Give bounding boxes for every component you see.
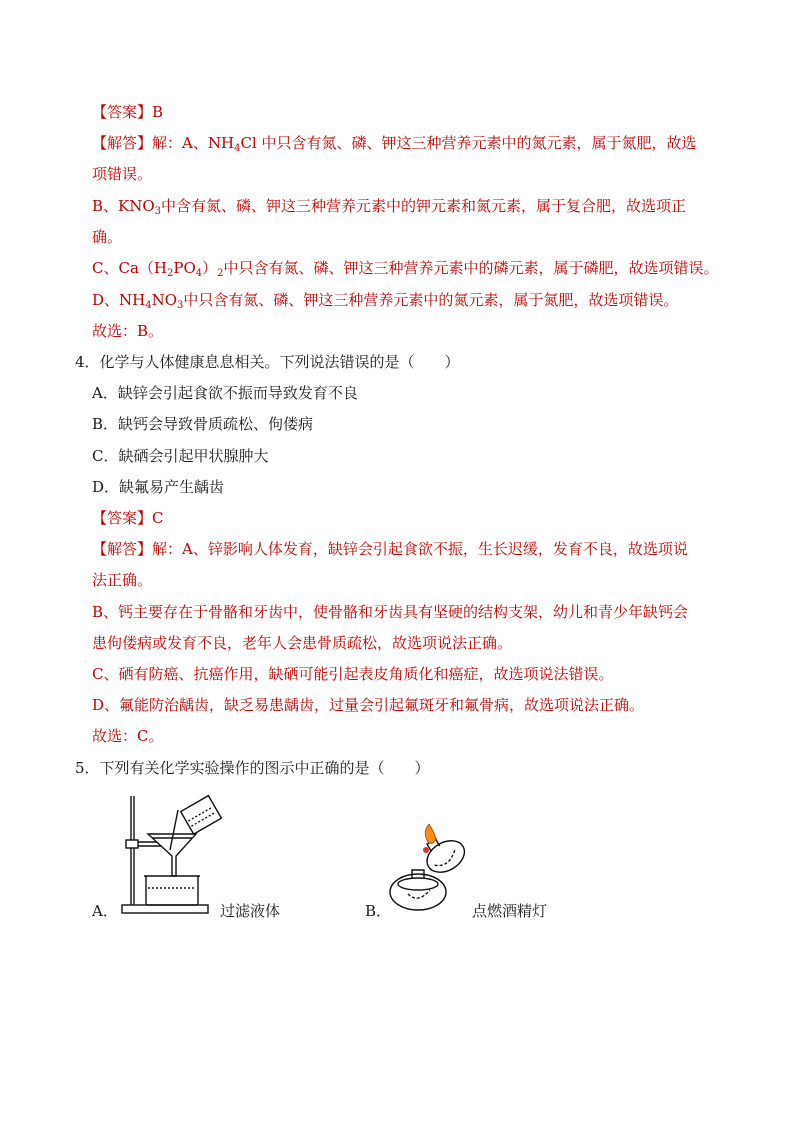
q4-stem: 4．化学与人体健康息息相关。下列说法错误的是（ ） (75, 353, 460, 371)
q4-analysis-line5: C、硒有防癌、抗癌作用，缺硒可能引起表皮角质化和癌症，故选项说法错误。 (92, 665, 614, 683)
q4-option-c: C．缺硒会引起甲状腺肿大 (92, 447, 269, 465)
q4-analysis-line6: D、氟能防治龋齿，缺乏易患龋齿，过量会引起氟斑牙和氟骨病，故选项说法正确。 (92, 696, 645, 714)
q3-analysis-d-line: D、$NH_4NO_3$中只含有氮、磷、钾这三种营养元素中的氮元素，属于氮肥，故选项错误。 (92, 291, 679, 311)
q4-option-b: B．缺钙会导致骨质疏松、佝偻病 (92, 415, 314, 433)
q4-analysis-line1: 【解答】解：A、锌影响人体发育，缺锌会引起食欲不振，生长迟缓，发育不良，故选项说 (92, 540, 688, 558)
filtration-apparatus-illustration (118, 790, 230, 918)
q3-analysis-a-line1: 【解答】解：A、$NH_4Cl$ 中只含有氮、磷、钾这三种营养元素中的氮元素，属于氮肥，故选 (92, 134, 697, 154)
q4-option-a: A．缺锌会引起食欲不振而导致发育不良 (92, 384, 358, 402)
q3-analysis-c-line: C、$Ca(H_2PO_4)_2$中只含有氮、磷、钾这三种营养元素中的磷元素，属于磷肥，故选项错误。 (92, 259, 719, 279)
q3-answer: 【答案】B (92, 103, 164, 121)
q5-option-b-caption: 点燃酒精灯 (472, 902, 548, 920)
q3-conclusion: 故选：B。 (92, 322, 164, 340)
q4-analysis-line2: 法正确。 (92, 571, 153, 589)
q3-analysis-b-line2: 确。 (92, 228, 123, 246)
q4-conclusion: 故选：C。 (92, 727, 164, 745)
q3-analysis-b-line1: B、$KNO_3$中含有氮、磷、钾这三种营养元素中的钾元素和氮元素，属于复合肥，故选项正 (92, 197, 687, 217)
q4-option-d: D．缺氟易产生龋齿 (92, 478, 225, 496)
q5-stem: 5．下列有关化学实验操作的图示中正确的是（ ） (75, 759, 430, 777)
q4-answer: 【答案】C (92, 509, 164, 527)
q5-option-a-caption: 过滤液体 (220, 902, 281, 920)
q3-analysis-a-line2: 项错误。 (92, 165, 153, 183)
q4-analysis-line3: B、钙主要存在于骨骼和牙齿中，使骨骼和牙齿具有坚硬的结构支架，幼儿和青少年缺钙会 (92, 603, 689, 621)
q5-option-a-letter: A． (92, 902, 118, 920)
alcohol-lamp-lighting-illustration (382, 824, 474, 916)
q5-option-b-letter: B． (365, 902, 392, 920)
q4-analysis-line4: 患佝偻病或发育不良，老年人会患骨质疏松，故选项说法正确。 (92, 634, 513, 652)
